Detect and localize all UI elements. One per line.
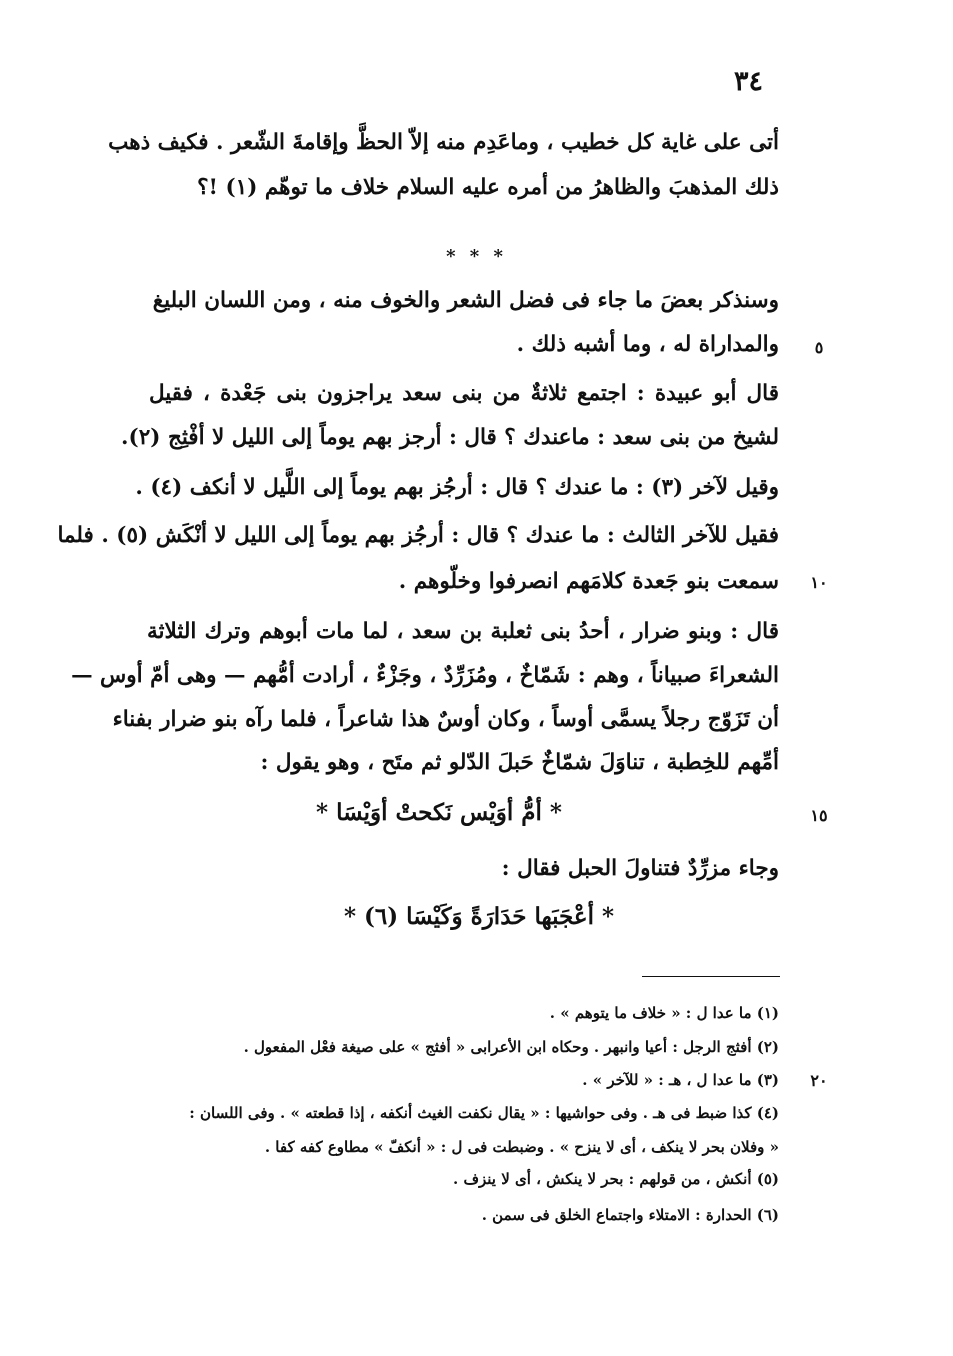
line-number-20: ٢٠ [810, 1071, 828, 1090]
verse-line-1: * أمُّ أوَيْس نَكحتْ أوَيْسَا * [316, 799, 562, 826]
body-line-13: أمِّهم للخِطبة ، تناوَلَ شمّاخٌ حَبلَ الدّلو ثم متَح ، وهو يقول : [260, 750, 779, 775]
body-line-4: والمداراة له ، وما أشبه ذلك . [516, 332, 779, 357]
section-separator: * * * [446, 246, 507, 267]
body-line-7: وقيل لآخر (٣) : ما عندك ؟ قال : أرجُز بهم يوماً إلى اللَّيل لا أنكف (٤) . [135, 475, 779, 500]
body-line-2: ذلك المذهبَ والظاهرُ من أمره عليه السلام خلاف ما توهّم (١) !؟ [197, 175, 779, 200]
body-line-1: أتى على غاية كل خطيب ، وماعَدِم منه إلاّ الحظَّ وإقامةَ الشّعر . فكيف ذهب [108, 130, 779, 155]
footnote-6: (٦) الحدارة : الامتلاء واجتماع الخلق فى سمن . [481, 1206, 779, 1224]
footnote-5: (٥) أنكش ، من قولهم : بحر لا ينكش ، أى لا ينزف . [453, 1170, 779, 1188]
footnote-2: (٢) أفثج الرجل : أعيا وانبهر . وحكاه ابن الأعرابى « أفثج » على صيغة فعْل المفعول . [243, 1038, 779, 1056]
body-line-9: سمعت بنو جَعدة كلامَهم انصرفوا وخلّوهم . [398, 569, 779, 594]
line-number-5: ٥ [814, 338, 824, 357]
body-line-14: وجاء مزرِّدٌ فتناولَ الحبل فقال : [501, 856, 779, 881]
body-line-5: قال أبو عبيدة : اجتمع ثلاثةٌ من بنى سعد يراجزون بنى جَعْدة ، فقيل [149, 381, 779, 406]
footnote-1: (١) ما عدا ل : « خلاف ما يتوهم » . [549, 1004, 779, 1022]
line-number-10: ١٠ [810, 573, 828, 592]
body-line-12: أن تَزَوّج رجلاً يسمَّى أوساً ، وكان أوسٌ هذا شاعراً ، فلما رآه بنو ضرار بفناء [112, 707, 779, 732]
verse-line-2: * أعْجَبَها حَدَارَةً وَكَيْسَا (٦) * [343, 903, 615, 930]
body-line-3: وسنذكر بعضَ ما جاء فى فضل الشعر والخوف منه ، ومن اللسان البليغ [152, 288, 779, 313]
footnote-4: (٤) كذا ضبط فى هـ . وفى حواشيها : « يقال نكفت الغيث أنكفه ، إذا قطعته » . وفى اللسان : [189, 1104, 779, 1122]
body-line-8: فقيل للآخر الثالث : ما عندك ؟ قال : أرجُز بهم يوماً إلى الليل لا أنْكَش (٥) . فلما [57, 523, 779, 548]
body-line-6: لشيخ من بنى سعد : ماعندك ؟ قال : أرجز بهم يوماً إلى الليل لا أفْثِج (٢). [121, 425, 779, 450]
footnote-4-continued: « وفلان بحر لا ينكف ، أى لا ينزح » . وضبطت فى ل : « أنكفّ » مطاوع كفه كفا . [264, 1138, 779, 1156]
body-line-10: قال : وبنو ضرار ، أحدُ بنى ثعلبة بن سعد ، لما مات أبوهم وترك الثلاثة [147, 619, 779, 644]
body-line-11: الشعراءَ صبياناً ، وهم : شَمّاخٌ ، ومُزَرِّدٌ ، وجَزْءٌ ، أرادت أمُّهم — وهى أمّ أوس — [71, 663, 779, 688]
footnote-3: (٣) ما عدا ل ، هـ : « للآخر » . [582, 1071, 779, 1089]
line-number-15: ١٥ [810, 806, 828, 825]
page-number: ٣٤ [733, 66, 763, 97]
footnote-rule [642, 976, 780, 977]
